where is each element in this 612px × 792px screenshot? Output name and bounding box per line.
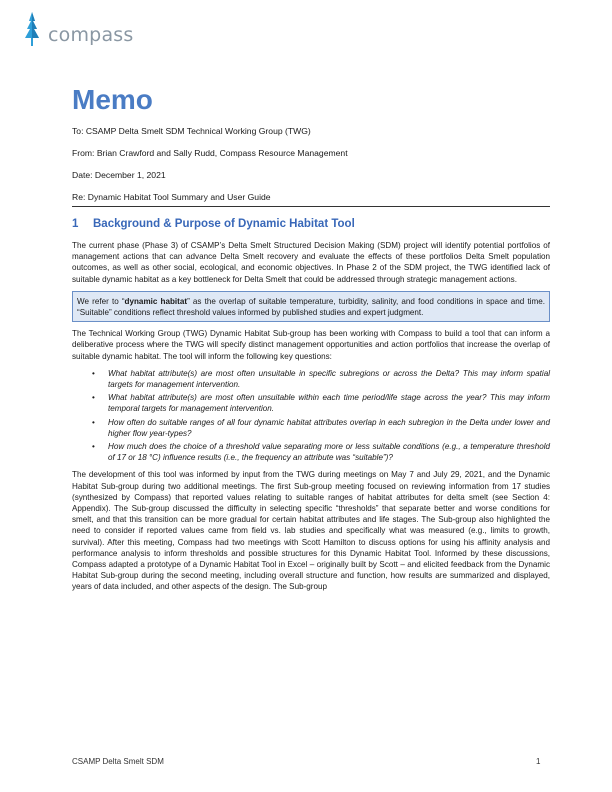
bullet-icon: • xyxy=(92,442,95,452)
callout-term: dynamic habitat xyxy=(124,296,188,306)
memo-from: From: Brian Crawford and Sally Rudd, Compass Resource Management xyxy=(72,148,348,158)
memo-to: To: CSAMP Delta Smelt SDM Technical Working Group (TWG) xyxy=(72,126,311,136)
bullet-icon: • xyxy=(92,393,95,403)
callout-definition: ” as the overlap of suitable temperature, turbidity, salinity, and food conditions in space and time. “Suitable” conditions reflect threshold values informed by published studies and expert judgment. xyxy=(77,296,545,318)
paragraph-development: The development of this tool was informed by input from the TWG during meetings on May 7 and July 29, 2021, and the Dynamic Habitat Sub-group during two additional meetings. The first Sub-group meeting focused on reviewing information from 17 studies (synthesized by Compass) that reported values relating to suitable ranges of habitat attributes for delta smelt (see Section 4: Appendix). The Sub-group discussed the difficulty in selecting specific “thresholds” that separate better and worse conditions for smelt, and that this transition can be more gradual for certain habitat attributes and life stages. The Sub-group also highlighted the need to consider if reported values came from field vs. lab studies and specifically what was measured (e.g., limits to growth, survival). After this meeting, Compass had two meetings with Scott Hamilton to discuss options for using his affinity analysis and performance analysis to inform thresholds and possible structures for this Dynamic Habitat Tool. Informed by these discussions, Compass adapted a prototype of a Dynamic Habitat Tool in Excel – originally built by Scott – and elicited feedback from the Dynamic Habitat Sub-group during the second meeting, including overall structure and function, how results are summarized and displayed, years of data included, and other aspects of the design. The Sub-group xyxy=(72,470,550,592)
section-heading xyxy=(72,217,550,231)
bullet-icon: • xyxy=(92,417,95,427)
callout-prefix: We refer to “ xyxy=(77,296,125,306)
compass-tree-logo-icon xyxy=(20,12,44,48)
paragraph-tool-purpose: The Technical Working Group (TWG) Dynamic Habitat Sub-group has been working with Compass to build a tool that can inform a deliberative process where the TWG will specify distinct management opportunities and action portfolios that increase the overlap of suitable dynamic habitat. The tool will inform the following key questions: xyxy=(72,329,550,361)
list-item: • How often do suitable ranges of all four dynamic habitat attributes overlap in each subregion in the Delta under lower and higher flow year-types? xyxy=(92,417,550,438)
footer-document-name: CSAMP Delta Smelt SDM xyxy=(72,757,164,766)
memo-content xyxy=(72,85,550,599)
definition-callout xyxy=(72,291,550,322)
page-number: 1 xyxy=(536,757,541,766)
memo-date: Date: December 1, 2021 xyxy=(72,170,166,180)
header-divider xyxy=(72,206,550,207)
key-questions-list xyxy=(72,368,550,464)
compass-logo xyxy=(20,12,133,48)
list-item: • What habitat attribute(s) are most often unsuitable in specific subregions or across the Delta? This may inform spatial targets for management intervention. xyxy=(92,368,550,390)
memo-title: Memo xyxy=(72,84,153,115)
memo-subject: Re: Dynamic Habitat Tool Summary and User Guide xyxy=(72,192,271,202)
paragraph-background: The current phase (Phase 3) of CSAMP’s Delta Smelt Structured Decision Making (SDM) project will identify potential portfolios of management actions that can advance Delta Smelt recovery and evaluate the effects of these portfolios Delta Smelt population outcomes, as well as other social, ecological, and economic objectives. In Phase 2 of the SDM project, the TWG identified lack of suitable dynamic habitat as a key bottleneck for Delta Smelt that could be addressed through strategic management actions. xyxy=(72,241,550,284)
list-item: • How much does the choice of a threshold value separating more or less suitable conditions (e.g., a temperature threshold of 17 or 18 °C) influence results (i.e., the frequency an attribute was “suitable”)? xyxy=(92,442,550,463)
bullet-icon: • xyxy=(92,368,95,378)
section-title: Background & Purpose of Dynamic Habitat Tool xyxy=(93,218,355,230)
section-number: 1 xyxy=(72,218,79,230)
logo-wordmark: compass xyxy=(48,24,134,46)
list-item: • What habitat attribute(s) are most often unsuitable within each time period/life stage across the year? This may inform temporal targets for management intervention. xyxy=(92,393,550,414)
